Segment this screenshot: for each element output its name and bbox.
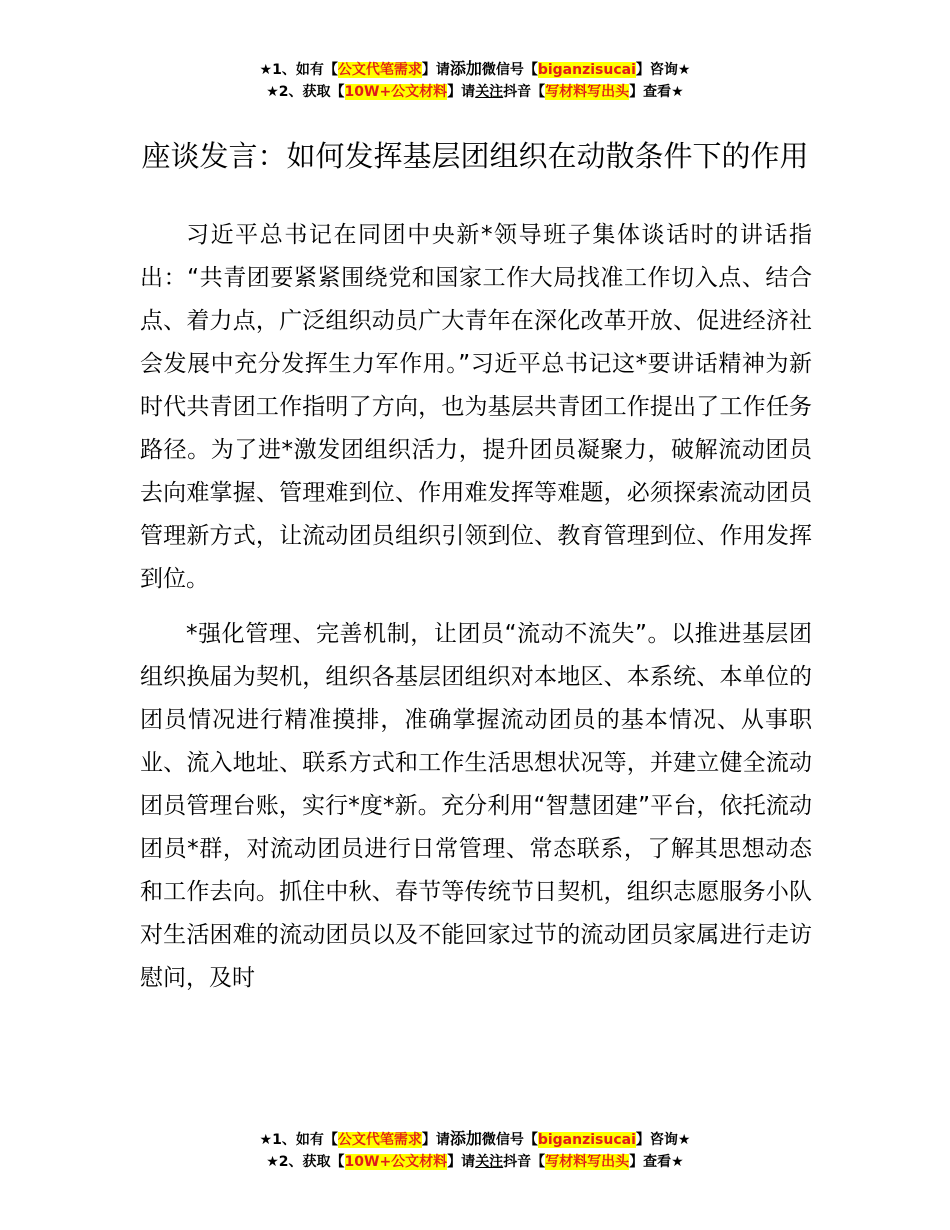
notice-text: 微信号【 — [481, 1132, 538, 1148]
paragraph-management: *强化管理、完善机制，让团员“流动不流失”。以推进基层团组织换届为契机，组织各基层团组织对本地区、本系统、本单位的团员情况进行精准摸排，准确掌握流动团员的基本情况、从事职业、流入地址、联系方式和工作生活思想状况等，并建立健全流动团员管理台账，实行*度*新。充分利用“智慧团建”平台，依托流动团员*群，对流动团员进行日常管理、常态联系，了解其思想动态和工作去向。抓住中秋、春节等传统节日契机，组织志愿服务小队对生活困难的流动团员以及不能回家过节的流动团员家属进行走访慰问，及时 — [140, 621, 812, 991]
notice-text: 】请 — [447, 1154, 476, 1170]
notice-emphasis: 关注 — [475, 1154, 504, 1170]
notice-text: ★2、获取【 — [266, 84, 345, 100]
douyin-account: 写材料写出头 — [545, 1154, 630, 1170]
notice-text: ★2、获取【 — [266, 1154, 345, 1170]
footer-notice — [0, 1128, 950, 1173]
notice-text: 】请 — [421, 62, 450, 78]
wechat-id: biganzisucai — [537, 62, 636, 78]
notice-text: 】查看★ — [629, 1154, 684, 1170]
notice-emphasis: 关注 — [475, 84, 504, 100]
document-title: 座谈发言：如何发挥基层团组织在动散条件下的作用 — [141, 139, 809, 174]
notice-emphasis: 添加 — [449, 1129, 482, 1148]
notice-text: 】请 — [447, 84, 476, 100]
header-notice — [0, 58, 950, 103]
wechat-id: biganzisucai — [537, 1132, 636, 1148]
notice-highlight: 10W+公文材料 — [344, 84, 448, 100]
footer-notice-line-2 — [0, 1151, 950, 1173]
notice-emphasis: 添加 — [449, 59, 482, 78]
notice-text: 微信号【 — [481, 62, 538, 78]
notice-highlight: 公文代笔需求 — [337, 62, 422, 78]
notice-highlight: 公文代笔需求 — [337, 1132, 422, 1148]
notice-text: 抖音【 — [503, 1154, 546, 1170]
notice-text: 】咨询★ — [635, 62, 691, 78]
notice-text: ★1、如有【 — [259, 62, 338, 78]
notice-highlight: 10W+公文材料 — [344, 1154, 448, 1170]
footer-notice-line-1 — [0, 1128, 950, 1151]
notice-text: 】查看★ — [629, 84, 684, 100]
document-body — [140, 214, 812, 1012]
header-notice-line-1 — [0, 58, 950, 81]
notice-text: 抖音【 — [503, 84, 546, 100]
notice-text: 】请 — [421, 1132, 450, 1148]
header-notice-line-2 — [0, 81, 950, 103]
notice-text: 】咨询★ — [635, 1132, 691, 1148]
notice-text: ★1、如有【 — [259, 1132, 338, 1148]
douyin-account: 写材料写出头 — [545, 84, 630, 100]
paragraph-intro: 习近平总书记在同团中央新*领导班子集体谈话时的讲话指出：“共青团要紧紧围绕党和国家工作大局找准工作切入点、结合点、着力点，广泛组织动员广大青年在深化改革开放、促进经济社会发展中充分发挥生力军作用。”习近平总书记这*要讲话精神为新时代共青团工作指明了方向，也为基层共青团工作提出了工作任务路径。为了进*激发团组织活力，提升团员凝聚力，破解流动团员去向难掌握、管理难到位、作用难发挥等难题，必须探索流动团员管理新方式，让流动团员组织引领到位、教育管理到位、作用发挥到位。 — [140, 222, 812, 592]
